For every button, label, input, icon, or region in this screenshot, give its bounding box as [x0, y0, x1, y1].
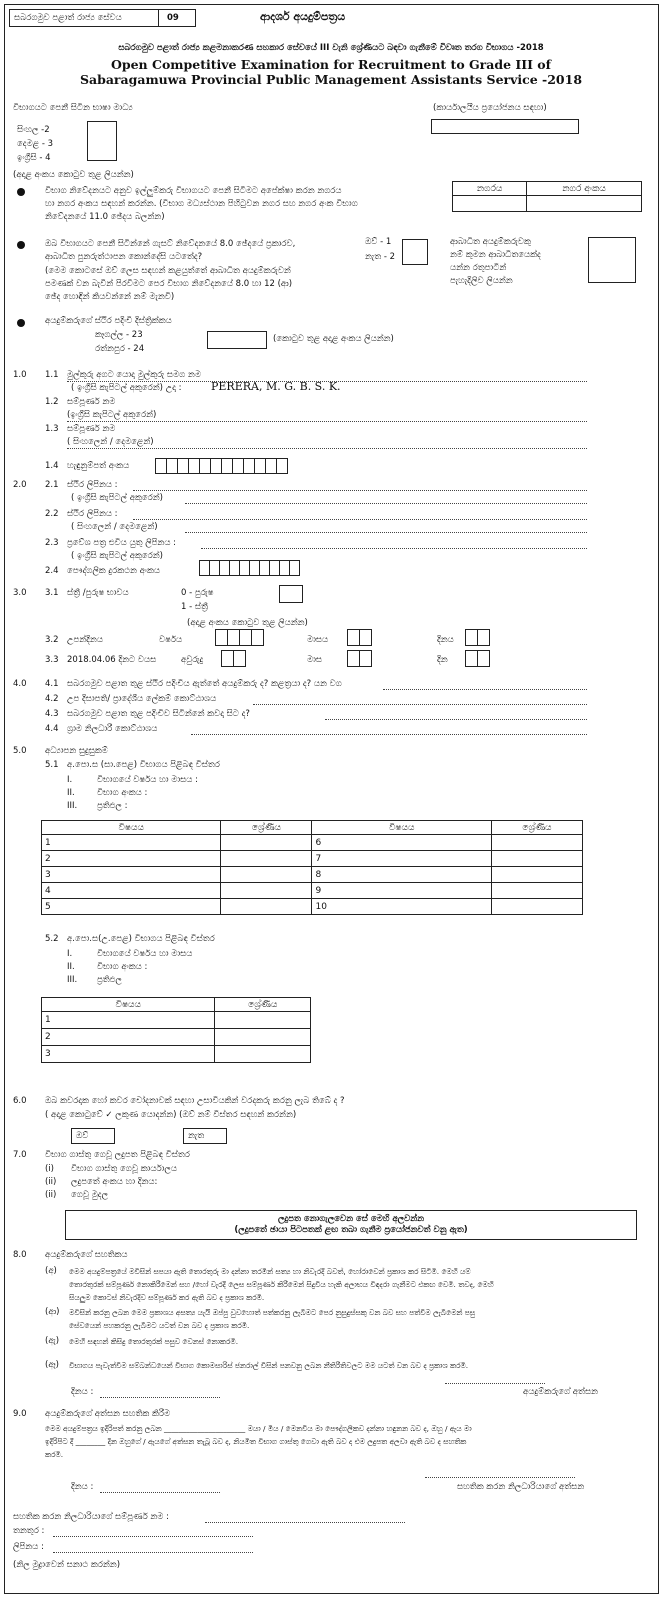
permanent-address-english-line2[interactable] [185, 503, 587, 504]
al-index-label: විභාග අංකය : [97, 962, 148, 972]
fee-heading: විභාග ගාස්තු ගෙවූ ලදුපත පිළිබඳ විස්තර [45, 1150, 190, 1160]
district-option-kegalle: කෑගල්ල - 23 [95, 330, 143, 340]
city-number-header: නගර අංකය [527, 182, 642, 196]
table-row [42, 835, 583, 851]
permanent-address-sinhala-line[interactable] [133, 519, 587, 520]
age-years-grid[interactable] [221, 650, 245, 667]
conviction-note: ( අදාළ කොටුවේ ✓ ලකුණ යොදන්න) (ඔව් නම් විස්තර සඳහන් කරන්න) [45, 1110, 297, 1120]
disability-code-box[interactable] [402, 239, 428, 265]
certifier-name-line[interactable] [205, 1522, 405, 1523]
conviction-no-label: නැත [188, 1131, 205, 1141]
ol-row-number[interactable]: 9 [312, 883, 491, 899]
fee-item-number: (ii) [45, 1177, 57, 1187]
city-instruction-line1: විභාග නිවේදනයට අනුව ඉල්ලුම්කරු විභාගයට පෙනී සිටීමට අපේක්ෂා කරන නගරය [45, 186, 342, 196]
applicant-signature-label: අයදුම්කරුගේ අත්සන [523, 1387, 598, 1397]
phone-label: පෞද්ගලික දුරකථන අංකය [67, 566, 160, 576]
declaration-date-label: දිනය : [71, 1387, 94, 1397]
gender-note: (අදාළ අංකය කොටුව තුළ ලියන්න) [187, 618, 308, 628]
permanent-address-english-line[interactable] [133, 490, 587, 491]
full-name-sinhala-sub: ( සිංහලෙන් / දෙමළෙන්) [67, 437, 154, 447]
ol-row-number[interactable]: 7 [312, 851, 491, 867]
phone-grid[interactable] [199, 560, 299, 576]
bullet-dot [17, 241, 25, 249]
ol-year-label: විභාගයේ වර්ෂය හා මාසය : [97, 775, 198, 785]
item-number: 4.1 [45, 679, 59, 689]
full-name-english-line[interactable] [67, 421, 587, 422]
ol-results-label: ප්‍රතිඵල : [97, 801, 128, 811]
medium-note: (අදාළ අංකය කොටුව තුළ ලියන්න) [13, 170, 134, 180]
declaration-item-marker: (අ) [45, 1266, 57, 1276]
title-english-line2: Sabaragamuwa Provincial Public Management Assistants Service -2018 [79, 72, 583, 87]
item-number: 2.1 [45, 480, 59, 490]
education-heading: අධ්‍යාපන සුදුසුකම් [45, 746, 108, 756]
ol-item-number: II. [67, 788, 75, 798]
section-number: 7.0 [13, 1150, 27, 1160]
section-number: 3.0 [13, 588, 27, 598]
applicant-signature-line[interactable] [445, 1383, 545, 1384]
disability-type-label1: ආබාධිත අයදුම්කරුවකු [450, 237, 531, 247]
al-row-number[interactable]: 1 [42, 1012, 215, 1029]
district-code-box[interactable] [207, 331, 267, 349]
name-with-initials-label: මුල්කුරු අගට යොදා මුල්කුරු සමග නම [67, 370, 201, 380]
section-number: 4.0 [13, 679, 27, 689]
item-number: 1.4 [45, 461, 59, 471]
admission-address-label: ප්‍රවේශ පත්‍ර එවිය යුතු ලිපිනය : [67, 538, 177, 548]
ol-row-number[interactable]: 1 [42, 835, 221, 851]
al-year-label: විභාගයේ වර්ෂය හා මාසය [97, 949, 193, 959]
conviction-question: ඔබ කවරදාක හෝ කවර චෝදනාවක් සඳහා උසාවියකින් වරදකරු කරනු ලැබ තිබේ ද ? [45, 1096, 345, 1106]
attestation-heading: අයදුම්කරුගේ අත්සන සහතික කිරීම [45, 1409, 171, 1419]
example-name: PERERA, M. G. B. S. K. [211, 380, 341, 393]
medium-option-tamil: දෙමළ - 3 [17, 139, 54, 149]
al-item-number: I. [67, 949, 73, 959]
item-number: 1.2 [45, 397, 59, 407]
conviction-no-box[interactable] [183, 1128, 227, 1144]
disability-note-line3: ඡේද හොඳින් කියවන්නේ නම් මැනවි) [45, 292, 175, 302]
age-months-grid[interactable] [347, 650, 371, 667]
full-name-sinhala-label: සම්පූර්ණ නම [67, 424, 116, 434]
admission-address-sub: ( ඉංග්‍රීසි කැපිටල් අකුරෙන්) [71, 551, 163, 561]
attestation-date-label: දිනය : [71, 1482, 94, 1492]
city-instruction-line2: හා නගර අංකය සඳහන් කරන්න. (විභාග මධ්‍යස්ථාන පිහිටුවන නගර සහ නගර අංක විභාග [45, 199, 358, 209]
ds-division-line[interactable] [253, 704, 587, 705]
ol-row-number[interactable]: 2 [42, 851, 221, 867]
section-number: 1.0 [13, 370, 27, 380]
title-english-line1: Open Competitive Examination for Recruitment to Grade III of [110, 57, 552, 72]
medium-option-english: ඉංග්‍රීසි - 4 [17, 153, 51, 163]
section-number: 5.0 [13, 746, 27, 756]
age-label: 2018.04.06 දිනට වයස [67, 655, 157, 665]
age-years-label: අවුරුදු [181, 655, 204, 665]
disability-note-line1: (මෙම කොටසේ ඔව් ලෙස සඳහන් කළයුත්තේ ආබාධිත අයදුම්කරුවන් [45, 266, 291, 276]
disability-type-label4: පැහැදිලිව ලියන්න [450, 276, 513, 286]
city-header: නගරය [453, 182, 527, 196]
disability-type-box[interactable] [588, 237, 636, 283]
gender-code-box[interactable] [279, 585, 303, 603]
medium-code-box[interactable] [87, 121, 117, 161]
dob-year-grid[interactable] [215, 629, 263, 646]
declaration-ae-line1: මෙහි සඳහන් කිසිදු තොරතුරක් පසුව වෙනස් නොකරමි. [69, 1337, 239, 1346]
declaration-a-line1: මෙම අයදුම්පත්‍රයේ මවිසින් සපයා ඇති තොරතුරු මා දන්නා තරමින් සත්‍ය හා නිවැරදි බවත්, හෝරාවෙන් ප්‍රකාශ කර සිටිමි. මෙහි යම් [69, 1267, 471, 1276]
service-label-box [9, 9, 159, 27]
permanent-address-english-sub: ( ඉංග්‍රීසි කැපිටල් අකුරෙන්) [71, 493, 163, 503]
gender-label: ස්ත්‍රී /පුරුෂ භාවය [67, 588, 129, 598]
medium-option-sinhala: සිංහල -2 [17, 125, 50, 135]
district-option-ratnapura: රත්නපුර - 24 [95, 344, 145, 354]
full-name-english-sub: (ඉංග්‍රීසි කැපිටල් අකුරෙන්) [67, 410, 157, 420]
ol-row-number[interactable]: 8 [312, 867, 491, 883]
bullet-dot [17, 188, 25, 196]
city-instruction-line3: නිවේදනයේ 11.0 ඡේදය බලන්න) [45, 212, 165, 222]
disability-question-line1: ඔබ විභාගයට පෙනී සිටින්නේ ගැසට් නිවේදනයේ 8.0 ඡේදයේ ප්‍රකාරව, [45, 239, 296, 249]
declaration-item-marker: (ආ) [45, 1307, 60, 1317]
dob-label: උපන්දිනය [67, 635, 103, 645]
title-block [5, 43, 657, 87]
age-days-label: දින [437, 655, 448, 665]
title-sinhala: සබරගමුව පළාත් රාජ්‍ය කළමනාකරණ සහකාර සේවයේ III වැනි ශ්‍රේණියට බඳවා ගැනීමේ විවෘත තරග විභාගය -2018 [118, 43, 544, 53]
table-row [42, 899, 583, 915]
item-number: 4.2 [45, 694, 59, 704]
al-grade-header: ශ්‍රේණිය [215, 998, 311, 1012]
city-table [452, 181, 642, 212]
ol-subject-header: විෂයය [312, 821, 491, 835]
ol-item-number: I. [67, 775, 73, 785]
name-with-initials-line[interactable] [67, 381, 587, 382]
certifier-signature-label: සහතික කරන නිලධාරියාගේ අත්සන [457, 1482, 585, 1492]
receipt-number-label: ලදුපතේ අංකය හා දිනය: [71, 1177, 158, 1187]
service-label: සබරගමුව පළාත් රාජ්‍ය සේවය [14, 13, 122, 23]
dob-day-label: දිනය [437, 635, 454, 645]
conviction-yes-label: ඔව් [76, 1131, 89, 1141]
al-row-number[interactable]: 2 [42, 1029, 215, 1046]
item-number: 5.2 [45, 934, 59, 944]
residence-who-line[interactable] [383, 689, 587, 690]
receipt-paste-box [65, 1210, 637, 1240]
amount-paid-label: ගෙවූ මුදල [71, 1190, 109, 1200]
declaration-date-line[interactable] [100, 1397, 220, 1398]
gazette-heading: ආදර්ශ අයදුම්පත්‍රය [260, 10, 346, 23]
district-note: (කොටුව තුළ අදාළ අංකය ලියන්න) [273, 334, 394, 344]
ol-row-number[interactable]: 3 [42, 867, 221, 883]
dob-day-grid[interactable] [465, 629, 489, 646]
declaration-heading: අයදුම්කරුගේ සහතිකය [45, 1250, 128, 1260]
disability-type-label3: යන්න රතුපාටින් [450, 263, 507, 273]
item-number: 2.3 [45, 538, 59, 548]
item-number: 5.1 [45, 760, 59, 770]
al-results-table [41, 997, 311, 1063]
gn-division-line[interactable] [191, 734, 587, 735]
admission-address-line[interactable] [201, 548, 587, 549]
ol-grade-header: ශ්‍රේණිය [221, 821, 312, 835]
attestation-line1: මෙම අයදුම්පත්‍රය ඉදිරිපත් කරනු ලබන ______________________ මයා / මිය / මෙනවිය මා පෞද්ගලිකව දන්නා හඳුනන බව ද, ඔහු / ඇය මා [45, 1424, 472, 1433]
residence-since-line[interactable] [325, 719, 587, 720]
certifier-signature-line[interactable] [425, 1477, 575, 1478]
gender-option-male: 0 - පුරුෂ [181, 588, 214, 598]
table-row [42, 851, 583, 867]
certifier-designation-label: තනතුර : [13, 1526, 45, 1536]
full-name-sinhala-line[interactable] [67, 448, 587, 449]
al-heading: අ.පො.ස(උ.පෙළ) විභාගය පිළිබඳ විස්තර [67, 934, 215, 944]
section-number: 8.0 [13, 1250, 27, 1260]
seal-note: (නිල මුද්‍රාවෙන් සනාථ කරන්න) [13, 1560, 121, 1570]
permanent-address-english-label: ස්ථිර ලිපිනය : [67, 480, 118, 490]
residence-since-label: සබරගමුව පළාත තුළ පදිංචිව සිටින්නේ කවදා සිට ද? [67, 709, 250, 719]
certifier-designation-line[interactable] [53, 1536, 253, 1537]
disability-question-line2: ආබාධිත පුනරුත්ථාපන කොන්දේසි යටතේද? [45, 252, 203, 262]
item-number: 2.2 [45, 509, 59, 519]
al-item-number: II. [67, 962, 75, 972]
office-use-label: (කාර්යාලයීය ප්‍රයෝජනය සඳහා) [433, 103, 547, 113]
city-number-cell[interactable] [527, 196, 642, 212]
nic-label: හැඳුනුම්පත් අංකය [67, 461, 130, 471]
ds-division-label: උප දිසාපති/ ප්‍රාදේශීය ලේකම් කොට්ඨාශය [67, 694, 217, 704]
declaration-item-marker: (ඇ) [45, 1336, 60, 1346]
al-subject-header: විෂයය [42, 998, 215, 1012]
ol-item-number: III. [67, 801, 78, 811]
district-label: අයදුම්කරුගේ ස්ථිර පදිංචි දිස්ත්‍රික්කය [45, 316, 172, 326]
ol-row-number[interactable]: 5 [42, 899, 221, 915]
disability-yes-option: ඔව් - 1 [365, 237, 392, 247]
declaration-item-marker: (ඈ) [45, 1360, 60, 1370]
gender-option-female: 1 - ස්ත්‍රී [181, 602, 208, 612]
permanent-address-sinhala-label: ස්ථිර ලිපිනය : [67, 509, 118, 519]
declaration-aa-line2: සේවයෙන් පහකරනු ලැබීමට යටත් වන බව ද ප්‍රකාශ කරමි. [69, 1321, 250, 1330]
declaration-a-line2: තොරතුරක් සම්පූර්ණ නොකිරීමෙන් සහ /හෝ වැරදි ලෙස සම්පූර්ණ කිරීමෙන් සිදුවිය හැකි අලාභය විඳදරා ගැනීමට එකඟ වෙමි. තවද, මෙහි [69, 1280, 494, 1289]
age-months-label: මාස [307, 655, 323, 665]
age-days-grid[interactable] [465, 650, 489, 667]
item-number: 4.3 [45, 709, 59, 719]
attestation-line3: කරමි. [45, 1450, 64, 1459]
disability-no-option: නැත - 2 [365, 252, 396, 262]
ol-results-table [41, 820, 583, 915]
table-row [42, 1029, 311, 1046]
certifier-address-label: ලිපිනය : [13, 1542, 44, 1552]
certifier-name-label: සහතික කරන නිලධාරියාගේ සම්පූර්ණ නම : [13, 1512, 169, 1522]
full-name-english-label: සම්පූර්ණ නම [67, 397, 116, 407]
ol-row-number[interactable]: 4 [42, 883, 221, 899]
ol-subject-header: විෂයය [42, 821, 221, 835]
dob-month-grid[interactable] [347, 629, 371, 646]
medium-label: විභාගයට පෙනී සිටින භාෂා මාධ්‍ය [13, 103, 133, 113]
ol-index-label: විභාග අංකය : [97, 788, 148, 798]
ol-heading: අ.පො.ස (සා.පෙළ) විභාගය පිළිබඳ විස්තර [67, 760, 220, 770]
city-cell[interactable] [453, 196, 527, 212]
fee-item-number: (i) [45, 1164, 54, 1174]
al-item-number: III. [67, 975, 78, 985]
disability-note-line2: පමණක් වන බැවින් පිරවීමට පෙර විභාග නිවේදනයේ 8.0 හා 12 (ආ) [45, 279, 293, 289]
attestation-date-line[interactable] [100, 1492, 220, 1493]
residence-who-label: සබරගමුව පළාත තුළ ස්ථිර පදිංචිය ඇත්තේ අයදුම්කරු ද? කළත්‍රයා ද? යන වග [67, 679, 342, 689]
declaration-ii-line1: විභාගය පැවැත්වීම සම්බන්ධයෙන් විභාග කොමසාරිස් ජනරාල් විසින් පනවනු ලබන නීතිරීතිවලට මම යටත් වන බව ද ප්‍රකාශ කරමි. [69, 1361, 469, 1370]
item-number: 1.1 [45, 370, 59, 380]
permanent-address-sinhala-line2[interactable] [185, 532, 587, 533]
page-number: 09 [167, 13, 179, 23]
gn-division-label: ග්‍රාම නිලධාරී කොට්ඨාශය [67, 724, 158, 734]
table-row [42, 867, 583, 883]
application-form [4, 4, 659, 1594]
table-row [42, 1012, 311, 1029]
table-row [42, 1046, 311, 1063]
declaration-aa-line1: මවිසින් කරනු ලබන මෙම ප්‍රකාශය අසත්‍ය යැයි ඔප්පු වුවහොත් පත්කරනු ලැබීමට පෙර නුසුදුස්සකු වන බව සහ පත්වීම ලැබීමෙන් පසු [69, 1308, 476, 1317]
receipt-note: (ලදුපතේ ඡායා පිටපතක් ළඟ තබා ගැනීම ප්‍රයෝජනවත් වනු ඇත) [234, 1225, 468, 1235]
receipt-instruction: ලදුපත නොගැලවෙන සේ මෙහි අලවන්න [277, 1214, 425, 1224]
name-with-initials-sub: ( ඉංග්‍රීසි කැපිටල් අකුරෙන්) උදා : [71, 383, 182, 393]
item-number: 3.2 [45, 635, 59, 645]
fee-office-label: විභාග ගාස්තු ගෙවූ කාර්යාලය [71, 1164, 177, 1174]
attestation-line2: ඉදිරිපිට දී ________ දින ඔහුගේ / ඇයගේ අත්සන තැබූ බව ද, නියමිත විභාග ගාස්තු ගෙවා ඇති බව ද එම ලදුපත අලවා ඇති බව ද සහතික [45, 1437, 467, 1446]
bullet-dot [17, 319, 25, 327]
certifier-address-line[interactable] [53, 1552, 253, 1553]
item-number: 3.3 [45, 655, 59, 665]
disability-type-label2: නම් කුමන ආබාධිතයෙක්ද [450, 250, 541, 260]
item-number: 2.4 [45, 566, 59, 576]
ol-row-number[interactable]: 6 [312, 835, 491, 851]
office-use-field[interactable] [431, 119, 579, 134]
nic-grid[interactable] [155, 458, 287, 474]
page-number-box [158, 9, 196, 27]
ol-row-number[interactable]: 10 [312, 899, 491, 915]
declaration-a-line3: සියලුම කොටස් නිවැරදිව සම්පූර්ණ කර ඇති බව ද ප්‍රකාශ කරමි. [69, 1293, 265, 1302]
item-number: 4.4 [45, 724, 59, 734]
item-number: 1.3 [45, 424, 59, 434]
fee-item-number: (ii) [45, 1190, 57, 1200]
al-results-label: ප්‍රතිඵල [97, 975, 122, 985]
permanent-address-sinhala-sub: ( සිංහලෙන් / දෙමළෙන්) [71, 522, 158, 532]
item-number: 3.1 [45, 588, 59, 598]
section-number: 9.0 [13, 1409, 27, 1419]
dob-month-label: මාසය [307, 635, 329, 645]
table-row [42, 883, 583, 899]
al-row-number[interactable]: 3 [42, 1046, 215, 1063]
section-number: 6.0 [13, 1096, 27, 1106]
ol-grade-header: ශ්‍රේණිය [491, 821, 582, 835]
conviction-yes-box[interactable] [71, 1128, 115, 1144]
dob-year-label: වර්ෂය [159, 635, 183, 645]
section-number: 2.0 [13, 480, 27, 490]
